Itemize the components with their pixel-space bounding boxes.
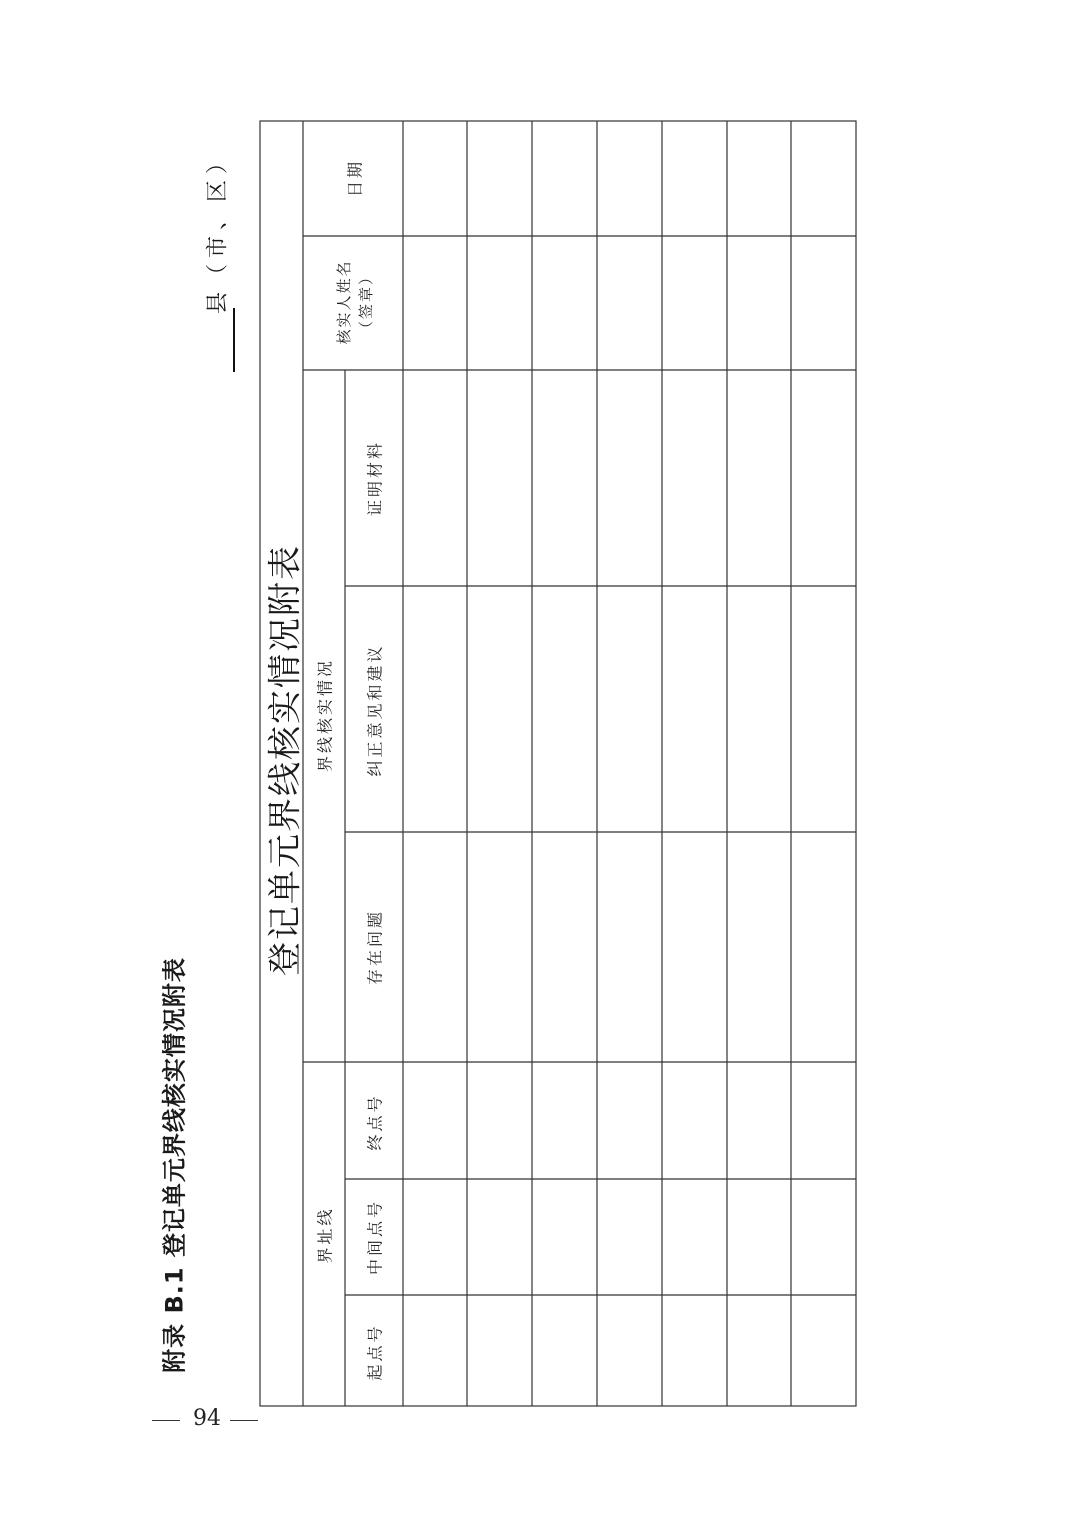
- county-label: 县（市、区）: [205, 145, 231, 315]
- page-dash-right: [230, 1420, 258, 1421]
- verification-header: 界线核实情况: [315, 657, 335, 773]
- page-number: 94: [193, 1406, 221, 1431]
- evidence-header: 证明材料: [365, 439, 385, 517]
- verifier-sign-label: （签章）: [357, 267, 375, 337]
- table-title: 登记单元界线核实情况附表: [265, 544, 306, 976]
- start-point-header: 起点号: [365, 1323, 385, 1381]
- verifier-name-label: 核实人姓名: [335, 259, 353, 345]
- appendix-title: 附录 B.1 登记单元界线核实情况附表: [160, 957, 189, 1373]
- verifier-header: [333, 259, 377, 344]
- date-header: 日期: [345, 158, 365, 198]
- issues-header: 存在问题: [365, 908, 385, 986]
- boundary-line-header: 界址线: [315, 1206, 335, 1264]
- end-point-header: 终点号: [365, 1093, 385, 1151]
- page-dash-left: [152, 1420, 180, 1421]
- suggestions-header: 纠正意见和建议: [365, 643, 385, 777]
- middle-point-header: 中间点号: [365, 1198, 385, 1276]
